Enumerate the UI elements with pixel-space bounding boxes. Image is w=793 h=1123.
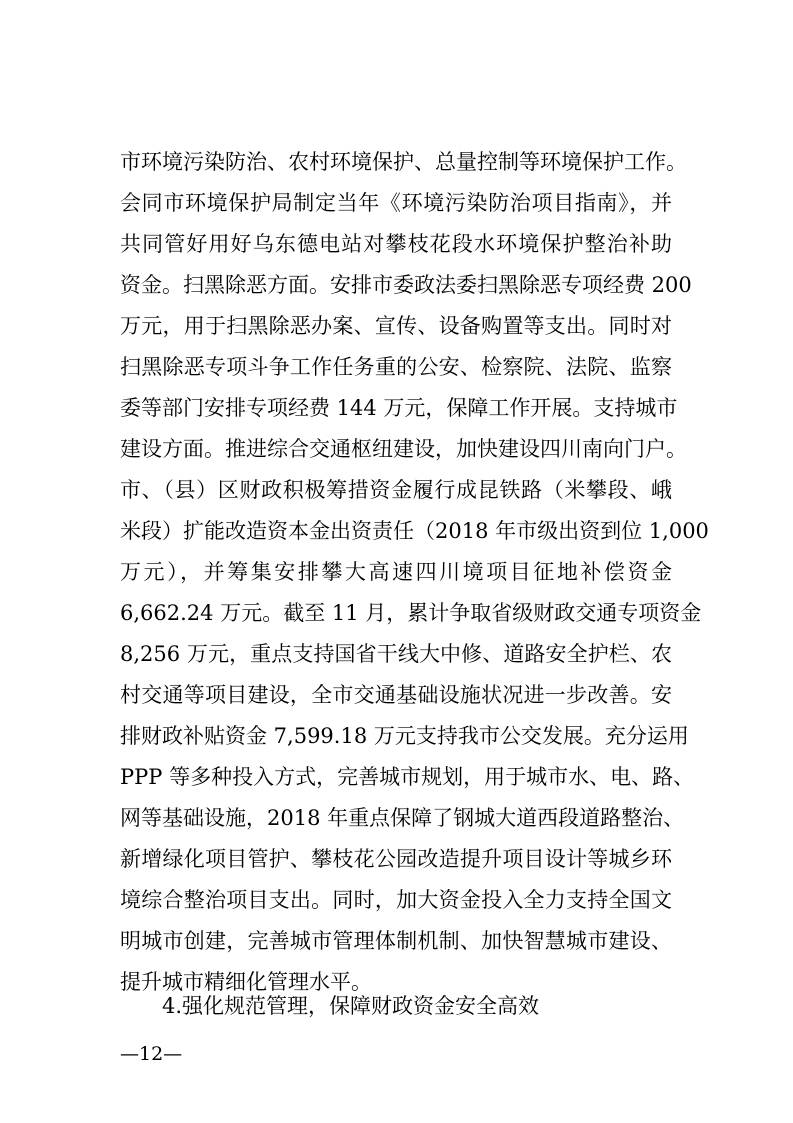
page-number: —12— — [120, 1043, 183, 1065]
body-line-5: 万元，用于扫黑除恶办案、宣传、设备购置等支出。同时对 — [120, 314, 672, 338]
section-heading: 4.强化规范管理，保障财政资金安全高效 — [162, 994, 540, 1018]
body-line-1: 市环境污染防治、农村环境保护、总量控制等环境保护工作。 — [120, 150, 687, 174]
body-line-8: 建设方面。推进综合交通枢纽建设，加快建设四川南向门户。 — [120, 437, 687, 461]
body-line-12: 6,662.24 万元。截至 11 月，累计争取省级财政交通专项资金 — [120, 601, 702, 625]
body-line-7: 委等部门安排专项经费 144 万元，保障工作开展。支持城市 — [120, 396, 678, 420]
body-line-9: 市、（县）区财政积极筹措资金履行成昆铁路（米攀段、峨 — [120, 478, 672, 502]
body-line-21: 提升城市精细化管理水平。 — [120, 970, 372, 994]
body-line-16: PPP 等多种投入方式，完善城市规划，用于城市水、电、路、 — [120, 765, 695, 789]
body-line-20: 明城市创建，完善城市管理体制机制、加快智慧城市建设、 — [120, 929, 672, 953]
body-line-17: 网等基础设施，2018 年重点保障了钢城大道西段道路整治、 — [120, 806, 685, 830]
body-line-18: 新增绿化项目管护、攀枝花公园改造提升项目设计等城乡环 — [120, 847, 672, 871]
body-line-11: 万元），并筹集安排攀大高速四川境项目征地补偿资金 — [120, 560, 672, 584]
body-line-14: 村交通等项目建设，全市交通基础设施状况进一步改善。安 — [120, 683, 672, 707]
body-line-13: 8,256 万元，重点支持国省干线大中修、道路安全护栏、农 — [120, 642, 672, 666]
body-line-4: 资金。扫黑除恶方面。安排市委政法委扫黑除恶专项经费 200 — [120, 273, 692, 297]
body-line-6: 扫黑除恶专项斗争工作任务重的公安、检察院、法院、监察 — [120, 355, 672, 379]
body-line-15: 排财政补贴资金 7,599.18 万元支持我市公交发展。充分运用 — [120, 724, 689, 748]
body-line-10: 米段）扩能改造资本金出资责任（2018 年市级出资到位 1,000 — [120, 519, 709, 543]
body-line-2: 会同市环境保护局制定当年《环境污染防治项目指南》，并 — [120, 191, 672, 215]
body-line-3: 共同管好用好乌东德电站对攀枝花段水环境保护整治补助 — [120, 232, 672, 256]
body-line-19: 境综合整治项目支出。同时，加大资金投入全力支持全国文 — [120, 888, 672, 912]
